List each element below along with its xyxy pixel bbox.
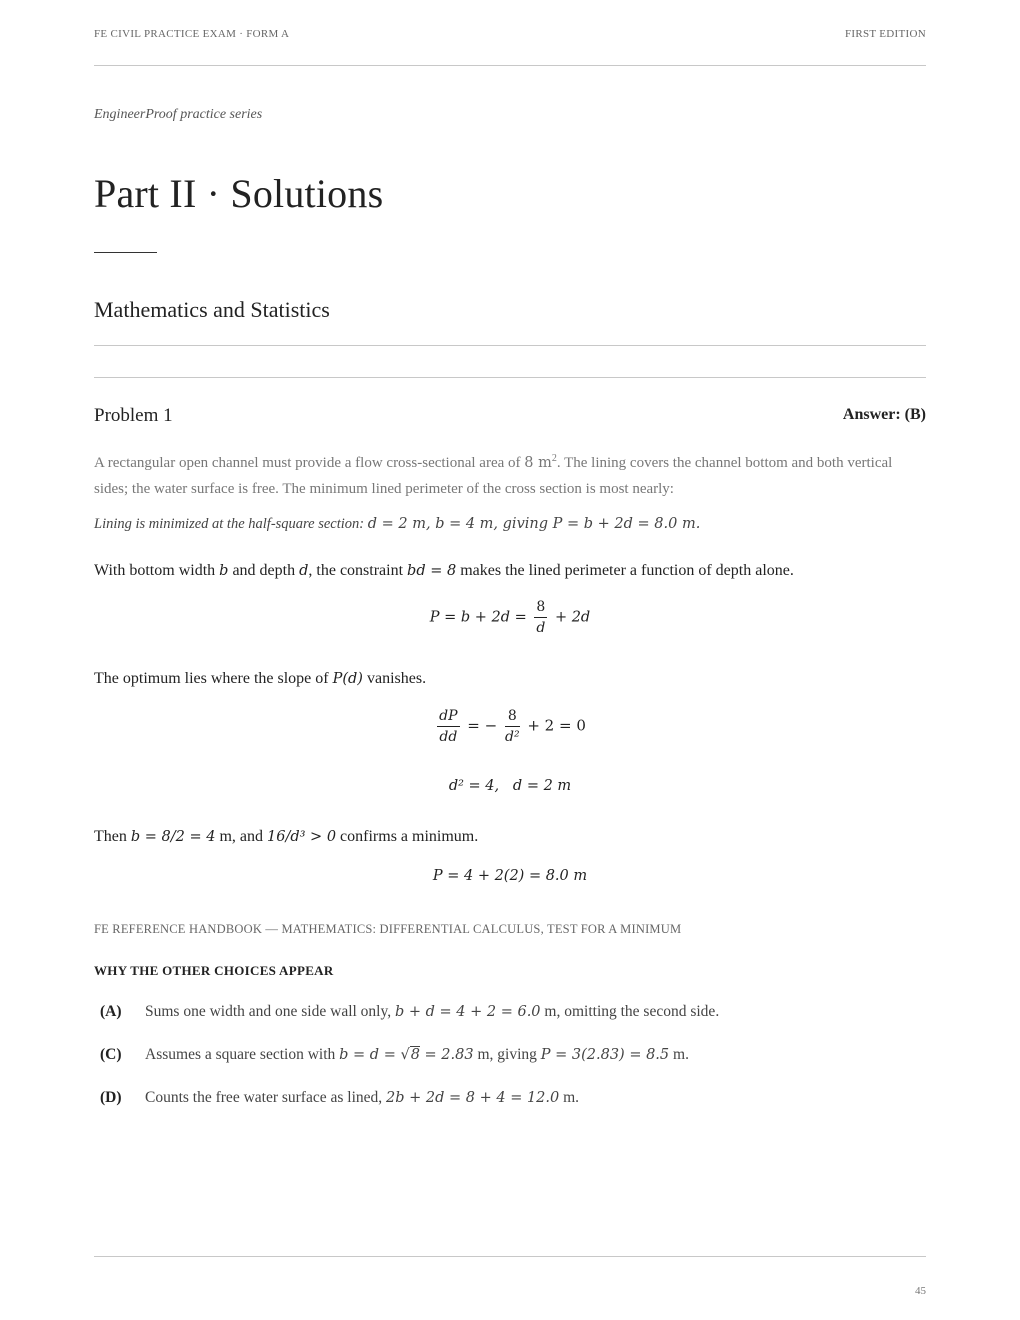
series-label: EngineerProof practice series [94,107,263,122]
solution-line-1: With bottom width b and depth d, the constraint bd = 8 makes the lined perimeter a function of depth alone. [94,562,794,579]
page-number: 45 [915,1285,926,1297]
choice-letter: (D) [100,1089,122,1106]
page: FE CIVIL PRACTICE EXAM · FORM A FIRST EDITION EngineerProof practice series Part II · Solutions Mathematics and Statistics Problem 1 Answer: (B) A rectangular open channel must provide a flow cross-sectional area of 8 $m^2$. The lining covers the channel bottom and both vertical sides; the water surface is free. The minimum lined perimeter of the cross section is most nearly: Lining is minimized at the half-square section: d = 2 m, b = 4 m, giving P = b + 2d = 8.0 m. With bottom width b and depth d, the constraint bd = 8 makes the lined perimeter a function of depth alone. P = b + 2d = $\frac{8}{d}$ + 2d The optimum lies where the slope of P(d) vanishes. $\frac{dP}{dd}$ = − $\frac{8}{\text{d²}}$ + 2 = 0 d² = 4, d = 2 m Then b = 8/2 = 4 m, and 16/d³ > 0 confirms a minimum. P = 4 + 2(2) = 8.0 m FE REFERENCE HANDBOOK — MATHEMATICS: DIFFERENTIAL CALCULUS, TEST FOR A MINIMUM WHY THE OTHER CHOICES APPEAR (A) Sums one width and one side wall only, b + d = 4 + 2 = 6.0 m, omitting the second side. (C) Assumes a square section with b = d = √8 = 2.83 m, giving P = 3(2.83) = 8.5 m. (D) Counts the free water surface as lined, 2b + 2d = 8 + 4 = 12.0 m. 45 [94,28,926,1297]
equation-depth: d² = 4, d = 2 m [448,778,572,794]
footer-rule [94,1256,926,1257]
problem-title: Problem 1 [94,405,173,426]
area-value: 8 m [524,455,552,471]
section-title: Mathematics and Statistics [94,297,330,322]
choice-letter: (C) [100,1046,122,1063]
solution-line-3: Then b = 8/2 = 4 m, and 16/d³ > 0 confirms a minimum. [94,828,479,845]
section-rule-bottom [94,377,926,378]
equation-result: P = 4 + 2(2) = 8.0 m [432,868,588,884]
part-title: Part II · Solutions [94,171,384,216]
other-choices-heading: WHY THE OTHER CHOICES APPEAR [94,963,334,978]
equation-derivative: $\frac{dP}{dd}$ = − $\frac{8}{\text{d²}}$ + 2 = 0 [439,708,586,745]
section-rule-top [94,345,926,346]
choice-letter: (A) [100,1003,122,1020]
handbook-reference: FE REFERENCE HANDBOOK — MATHEMATICS: DIFFERENTIAL CALCULUS, TEST FOR A MINIMUM [94,922,682,936]
given-summary: Lining is minimized at the half-square section: d = 2 m, b = 4 m, giving P = b + 2d = 8.0 m. [94,516,701,532]
running-header-right: FIRST EDITION [844,28,926,40]
title-underline [94,252,157,253]
problem-statement: A rectangular open channel must provide a flow cross-sectional area of 8 $m^2$. The lining covers the channel bottom and both vertical sides; the water surface is free. The minimum lined perimeter of the cross section is most nearly: [94,453,893,497]
answer-label: Answer: (B) [842,406,926,423]
solution-line-2: The optimum lies where the slope of P(d) vanishes. [94,670,427,687]
header-rule [94,65,926,66]
running-header-left: FE CIVIL PRACTICE EXAM · FORM A [94,28,290,40]
equation-perimeter: P = b + 2d = $\frac{8}{d}$ + 2d [429,599,591,636]
